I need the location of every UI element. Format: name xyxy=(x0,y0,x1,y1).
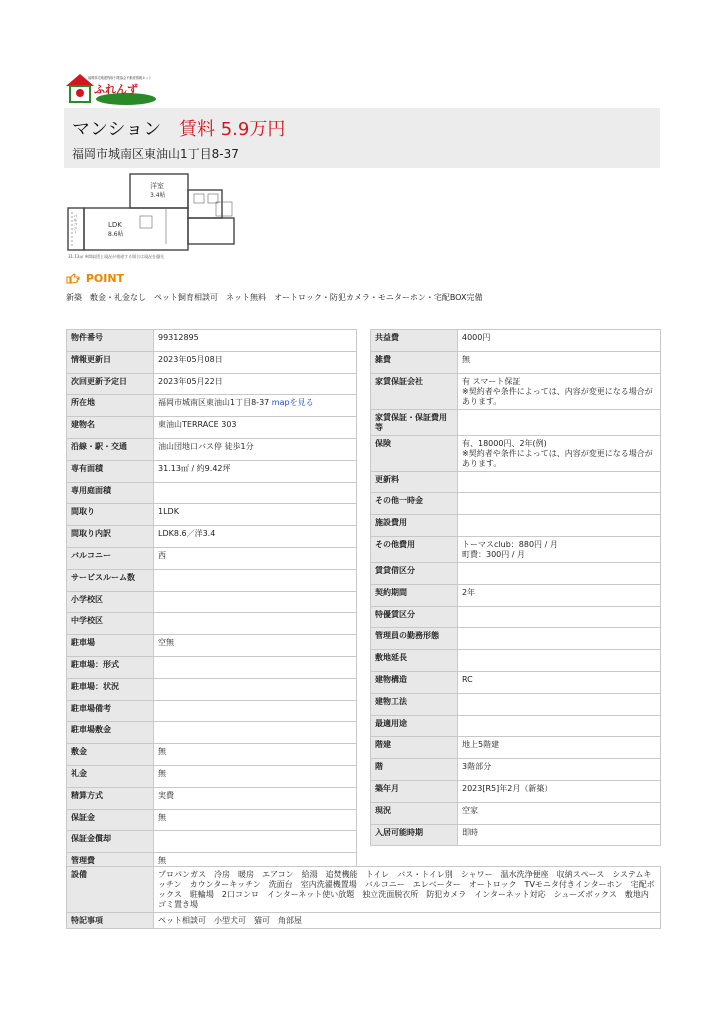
row-label: 建物構造 xyxy=(371,671,458,693)
row-label: その他一時金 xyxy=(371,493,458,515)
row-value xyxy=(154,787,357,809)
row-label: 沿線・駅・交通 xyxy=(67,438,154,460)
row-label: 雑費 xyxy=(371,351,458,373)
row-label: 敷地延長 xyxy=(371,650,458,672)
property-address: 福岡市城南区東油山1丁目8-37 xyxy=(72,147,239,161)
row-label: 階建 xyxy=(371,737,458,759)
row-label: 駐車場：状況 xyxy=(67,678,154,700)
left-table-row xyxy=(67,613,357,635)
row-value-text: 2023年05月22日 xyxy=(158,376,223,386)
row-label: 契約期間 xyxy=(371,584,458,606)
row-label: 建物工法 xyxy=(371,693,458,715)
row-value-text: 即時 xyxy=(462,827,478,837)
row-value xyxy=(458,671,661,693)
row-label: 保証金償却 xyxy=(67,831,154,853)
right-table-row xyxy=(371,373,661,409)
left-table-row xyxy=(67,678,357,700)
row-value xyxy=(154,330,357,352)
row-value-text: 西 xyxy=(158,550,166,560)
left-table-row xyxy=(67,482,357,504)
row-value-text: 油山団地口バス停 徒歩1分 xyxy=(158,441,254,451)
row-value xyxy=(458,737,661,759)
left-table-row xyxy=(67,722,357,744)
row-value xyxy=(458,802,661,824)
row-value-text: 2年 xyxy=(462,587,476,597)
right-table-row xyxy=(371,737,661,759)
right-table-row xyxy=(371,824,661,846)
row-value-text: 有、18000円、2年(例) ※契約者や条件によっては、内容が変更になる場合があります。 xyxy=(462,438,653,468)
row-value-text: 東油山TERRACE 303 xyxy=(158,420,237,430)
row-label: 更新料 xyxy=(371,471,458,493)
row-value xyxy=(458,606,661,628)
right-table-row xyxy=(371,693,661,715)
row-value xyxy=(458,759,661,781)
left-table-row xyxy=(67,504,357,526)
row-value xyxy=(458,515,661,537)
row-label: 物件番号 xyxy=(67,330,154,352)
row-label: バルコニー xyxy=(67,547,154,569)
row-value xyxy=(154,744,357,766)
row-value xyxy=(154,831,357,853)
left-table-row xyxy=(67,373,357,395)
right-table-row xyxy=(371,493,661,515)
row-value-text: ペット相談可 小型犬可 猫可 角部屋 xyxy=(158,916,302,925)
logo-name: ふれんず xyxy=(94,83,138,96)
row-label: 保険 xyxy=(371,435,458,471)
right-table-row xyxy=(371,409,661,435)
row-value xyxy=(154,438,357,460)
right-table-row xyxy=(371,351,661,373)
room1-name: 洋室 xyxy=(150,182,164,190)
left-table-row xyxy=(67,547,357,569)
right-table-row xyxy=(371,759,661,781)
row-label: 次回更新予定日 xyxy=(67,373,154,395)
row-value-text: 99312895 xyxy=(158,333,199,342)
row-value-text: 4000円 xyxy=(462,333,491,342)
row-label: 駐車場 xyxy=(67,635,154,657)
room2-size: 8.6帖 xyxy=(108,231,124,238)
row-value xyxy=(458,715,661,737)
bottom-table-row xyxy=(67,867,661,913)
row-value-text: 2023年05月08日 xyxy=(158,354,223,364)
row-value xyxy=(154,591,357,613)
row-value xyxy=(458,471,661,493)
left-table-row xyxy=(67,438,357,460)
floor-plan-drawing xyxy=(66,172,250,262)
left-table-row xyxy=(67,700,357,722)
row-label: 間取り内訳 xyxy=(67,526,154,548)
right-table-row xyxy=(371,802,661,824)
row-label: 駐車場敷金 xyxy=(67,722,154,744)
right-table-row xyxy=(371,435,661,471)
left-table-row xyxy=(67,526,357,548)
row-label: 施設費用 xyxy=(371,515,458,537)
row-label: 駐車場備考 xyxy=(67,700,154,722)
left-table-row xyxy=(67,395,357,417)
row-value xyxy=(154,678,357,700)
row-value xyxy=(154,765,357,787)
right-table-row xyxy=(371,536,661,562)
row-value-text: 無 xyxy=(158,856,166,866)
row-label: 小学校区 xyxy=(67,591,154,613)
left-table-row xyxy=(67,591,357,613)
right-table-row xyxy=(371,780,661,802)
row-label: 情報更新日 xyxy=(67,351,154,373)
row-value xyxy=(458,330,661,352)
row-value-text: 31.13㎡ / 約9.42坪 xyxy=(158,463,231,473)
row-value xyxy=(458,409,661,435)
row-value xyxy=(458,650,661,672)
right-table-row xyxy=(371,628,661,650)
right-table-row xyxy=(371,330,661,352)
row-label: 駐車場：形式 xyxy=(67,656,154,678)
left-table-row xyxy=(67,809,357,831)
row-value xyxy=(154,395,357,417)
row-value xyxy=(154,417,357,439)
row-label: 敷金 xyxy=(67,744,154,766)
row-value-text: LDK8.6／洋3.4 xyxy=(158,529,216,539)
row-value xyxy=(154,700,357,722)
row-value xyxy=(154,913,661,929)
row-value-text: 有 スマート保証 ※契約者や条件によっては、内容が変更になる場合があります。 xyxy=(462,376,653,406)
floorplan-caption: 31.13㎡ ※間取図と現況が相違する場合は現況を優先 xyxy=(68,254,165,259)
row-value xyxy=(458,493,661,515)
row-label: 中学校区 xyxy=(67,613,154,635)
row-value xyxy=(458,693,661,715)
row-value xyxy=(154,482,357,504)
pointing-hand-icon xyxy=(66,273,80,284)
row-value-text: 実費 xyxy=(158,790,174,800)
row-label: 管理員の勤務形態 xyxy=(371,628,458,650)
row-value-text: 無 xyxy=(158,747,166,757)
row-value xyxy=(154,656,357,678)
row-label: サービスルーム数 xyxy=(67,569,154,591)
row-label: 専有面積 xyxy=(67,460,154,482)
right-spec-table xyxy=(370,329,661,846)
row-value xyxy=(154,569,357,591)
point-heading xyxy=(66,272,124,285)
row-label: 賃貸借区分 xyxy=(371,562,458,584)
property-header xyxy=(64,108,660,168)
right-table-row xyxy=(371,515,661,537)
row-value-text: プロパンガス 冷房 暖房 エアコン 給湯 追焚機能 トイレ バス・トイレ別 シャワー 温水洗浄便座 収納スペース システムキッチン カウンターキッチン 洗面台 室内洗濯機置場 バルコニー エレベーター オートロック TVモニタ付きインターホン 宅配ボックス 駐輪場 2口コンロ インターネット使い放題 独立洗面脱衣所 防犯カメラ インターネット対応 シューズボックス 敷地内ゴミ置き場 xyxy=(158,870,655,909)
feature-summary: 新築 敷金・礼金なし ペット飼育相談可 ネット無料 オートロック・防犯カメラ・モニターホン・宅配BOX完備 xyxy=(66,293,483,302)
row-label: 間取り xyxy=(67,504,154,526)
left-table-row xyxy=(67,656,357,678)
row-value-text: 無 xyxy=(158,768,166,778)
right-table-row xyxy=(371,671,661,693)
map-link[interactable]: mapを見る xyxy=(271,398,314,408)
right-table-row xyxy=(371,584,661,606)
row-value xyxy=(458,824,661,846)
property-type: マンション xyxy=(72,119,162,140)
row-value xyxy=(154,504,357,526)
row-value-text: 1LDK xyxy=(158,507,179,517)
left-table-row xyxy=(67,744,357,766)
row-value xyxy=(154,547,357,569)
row-value-text: 無 xyxy=(158,812,166,822)
row-value-text: RC xyxy=(462,674,473,684)
row-value xyxy=(154,613,357,635)
row-label: 保証金 xyxy=(67,809,154,831)
row-value xyxy=(154,351,357,373)
row-value-text: 空家 xyxy=(462,805,478,815)
row-label: 家賃保証・保証費用等 xyxy=(371,409,458,435)
row-value xyxy=(458,628,661,650)
row-value-text: 無 xyxy=(462,354,470,364)
row-value xyxy=(458,351,661,373)
left-table-row xyxy=(67,635,357,657)
left-table-row xyxy=(67,351,357,373)
row-label: 特記事項 xyxy=(67,913,154,929)
row-value xyxy=(458,562,661,584)
row-value-text: 2023[R5]年2月（新築） xyxy=(462,783,553,793)
row-label: 特優賃区分 xyxy=(371,606,458,628)
row-label: 建物名 xyxy=(67,417,154,439)
floor-plan[interactable] xyxy=(66,172,250,262)
row-label: 専用庭面積 xyxy=(67,482,154,504)
row-value xyxy=(154,809,357,831)
room1-size: 3.4帖 xyxy=(150,192,166,199)
right-table-row xyxy=(371,606,661,628)
right-table-row xyxy=(371,562,661,584)
row-value-text: トーマスclub：880円 / 月 町費：300円 / 月 xyxy=(462,539,558,559)
left-table-row xyxy=(67,460,357,482)
row-value-text: 福岡市城南区東油山1丁目8-37 xyxy=(158,398,270,408)
row-value xyxy=(154,722,357,744)
row-value-text: 3階部分 xyxy=(462,762,492,772)
row-value xyxy=(154,867,661,913)
logo-tagline: 福岡県宅地建物取引業協会不動産情報ネット xyxy=(88,76,152,80)
left-spec-table xyxy=(66,329,357,875)
equipment-table xyxy=(66,866,661,929)
right-table-row xyxy=(371,471,661,493)
row-value xyxy=(154,373,357,395)
point-label: POINT xyxy=(85,272,125,285)
row-label: 築年月 xyxy=(371,780,458,802)
row-value xyxy=(458,373,661,409)
row-value xyxy=(458,435,661,471)
row-label: 礼金 xyxy=(67,765,154,787)
left-table-row xyxy=(67,330,357,352)
row-label: 所在地 xyxy=(67,395,154,417)
row-label: その他費用 xyxy=(371,536,458,562)
row-label: 設備 xyxy=(67,867,154,913)
row-value-text: 空無 xyxy=(158,638,174,648)
row-value xyxy=(154,526,357,548)
rent-price: 賃料 5.9万円 xyxy=(179,119,286,140)
row-value xyxy=(154,460,357,482)
row-label: 階 xyxy=(371,759,458,781)
bottom-table-row xyxy=(67,913,661,929)
row-value xyxy=(458,536,661,562)
left-table-row xyxy=(67,765,357,787)
row-value-text: 地上5階建 xyxy=(462,740,500,750)
left-table-row xyxy=(67,787,357,809)
right-table-row xyxy=(371,715,661,737)
row-value xyxy=(154,635,357,657)
row-label: 現況 xyxy=(371,802,458,824)
row-label: 家賃保証会社 xyxy=(371,373,458,409)
house-logo-icon xyxy=(64,72,156,106)
left-table-row xyxy=(67,417,357,439)
room2-name: LDK xyxy=(108,221,122,229)
row-label: 最適用途 xyxy=(371,715,458,737)
row-value xyxy=(458,584,661,606)
row-value xyxy=(458,780,661,802)
row-label: 精算方式 xyxy=(67,787,154,809)
left-table-row xyxy=(67,569,357,591)
left-table-row xyxy=(67,831,357,853)
balcony-label: バルコニー xyxy=(73,214,79,234)
right-table-row xyxy=(371,650,661,672)
row-label: 管理費 xyxy=(67,853,154,875)
site-logo[interactable] xyxy=(64,72,156,106)
row-label: 共益費 xyxy=(371,330,458,352)
row-label: 入居可能時期 xyxy=(371,824,458,846)
